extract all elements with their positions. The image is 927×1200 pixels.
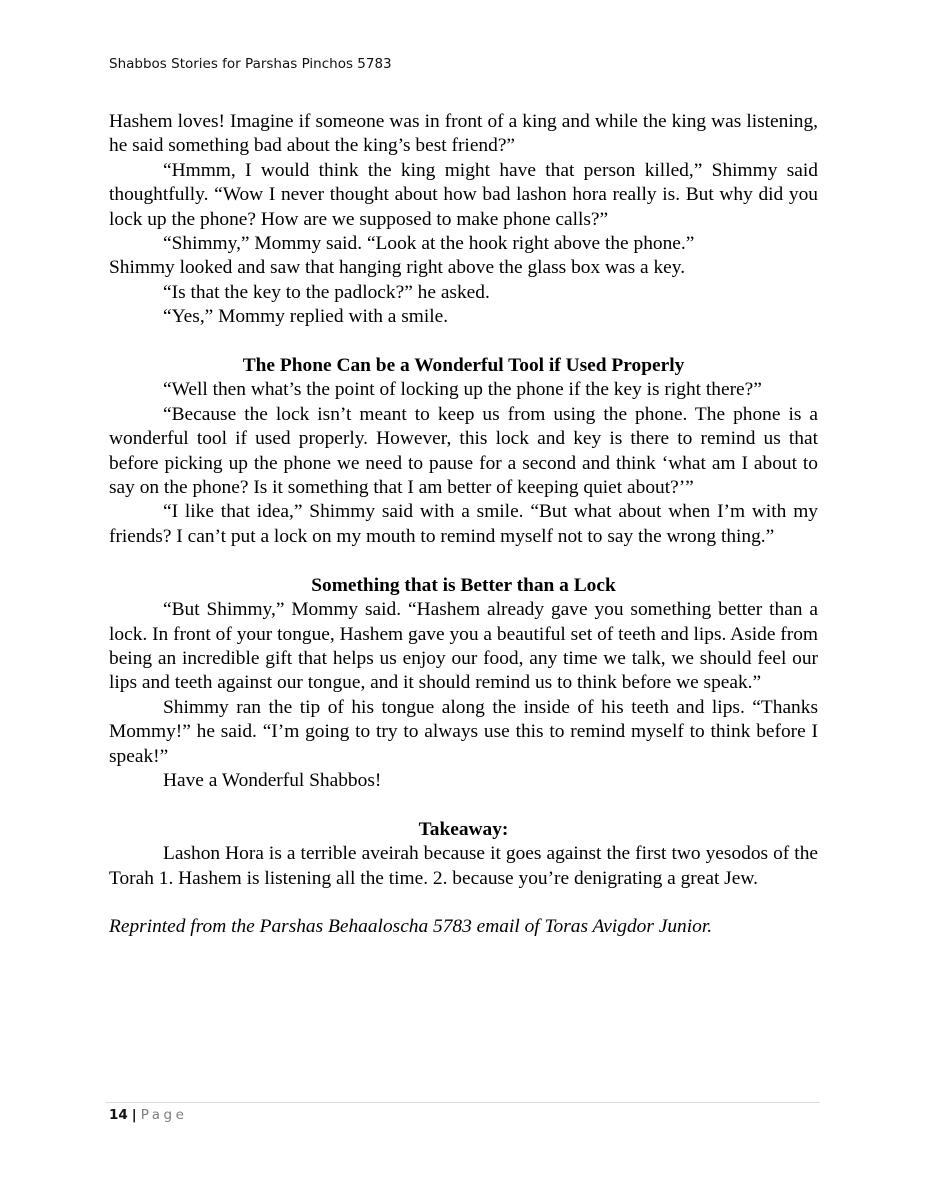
paragraph: “I like that idea,” Shimmy said with a smile. “But what about when I’m with my friends? I can’t put a lock on my mouth to remind myself not to say the wrong thing.”	[109, 501, 818, 547]
paragraph: Lashon Hora is a terrible aveirah because it goes against the first two yesodos of the Torah 1. Hashem is listening all the time. 2. because you’re denigrating a great Jew.	[109, 843, 818, 889]
section-heading: Something that is Better than a Lock	[311, 574, 616, 596]
paragraph: Shimmy looked and saw that hanging right above the glass box was a key.	[109, 257, 686, 279]
paragraph: Hashem loves! Imagine if someone was in front of a king and while the king was listening, he said something bad about the king’s best friend?”	[109, 111, 818, 157]
running-header: Shabbos Stories for Parshas Pinchos 5783	[109, 56, 392, 72]
paragraph: “Is that the key to the padlock?” he asked.	[163, 281, 490, 303]
paragraph: “Well then what’s the point of locking up the phone if the key is right there?”	[163, 379, 762, 401]
page-label: Page	[140, 1107, 188, 1123]
section-heading: The Phone Can be a Wonderful Tool if Used Properly	[242, 355, 685, 377]
page-body	[109, 110, 818, 940]
paragraph: “Hmmm, I would think the king might have that person killed,” Shimmy said thoughtfully. “Wow I never thought about how bad lashon hora really is. But why did you lock up the phone? How are we supposed to make phone calls?”	[109, 159, 818, 230]
reprint-credit: Reprinted from the Parshas Behaaloscha 5783 email of Toras Avigdor Junior.	[109, 916, 713, 938]
paragraph: “Because the lock isn’t meant to keep us from using the phone. The phone is a wonderful tool if used properly. However, this lock and key is there to remind us that before picking up the phone we need to pause for a second and think ‘what am I about to say on the phone? Is it something that I am better of keeping quiet about?’”	[109, 403, 818, 499]
footer-separator: |	[131, 1107, 137, 1123]
paragraph: “Yes,” Mommy replied with a smile.	[163, 306, 449, 328]
paragraph: Have a Wonderful Shabbos!	[163, 769, 382, 791]
paragraph: “Shimmy,” Mommy said. “Look at the hook right above the phone.”	[163, 233, 695, 255]
footer-divider	[106, 1102, 820, 1103]
page-footer	[109, 1107, 187, 1123]
section-heading: Takeaway:	[418, 818, 509, 840]
paragraph: Shimmy ran the tip of his tongue along the inside of his teeth and lips. “Thanks Mommy!” he said. “I’m going to try to always use this to remind myself to think before I speak!”	[109, 696, 818, 767]
page-number: 14	[109, 1107, 128, 1123]
paragraph: “But Shimmy,” Mommy said. “Hashem already gave you something better than a lock. In front of your tongue, Hashem gave you a beautiful set of teeth and lips. Aside from being an incredible gift that helps us enjoy our food, any time we talk, we should feel our lips and teeth against our tongue, and it should remind us to think before we speak.”	[109, 599, 818, 694]
